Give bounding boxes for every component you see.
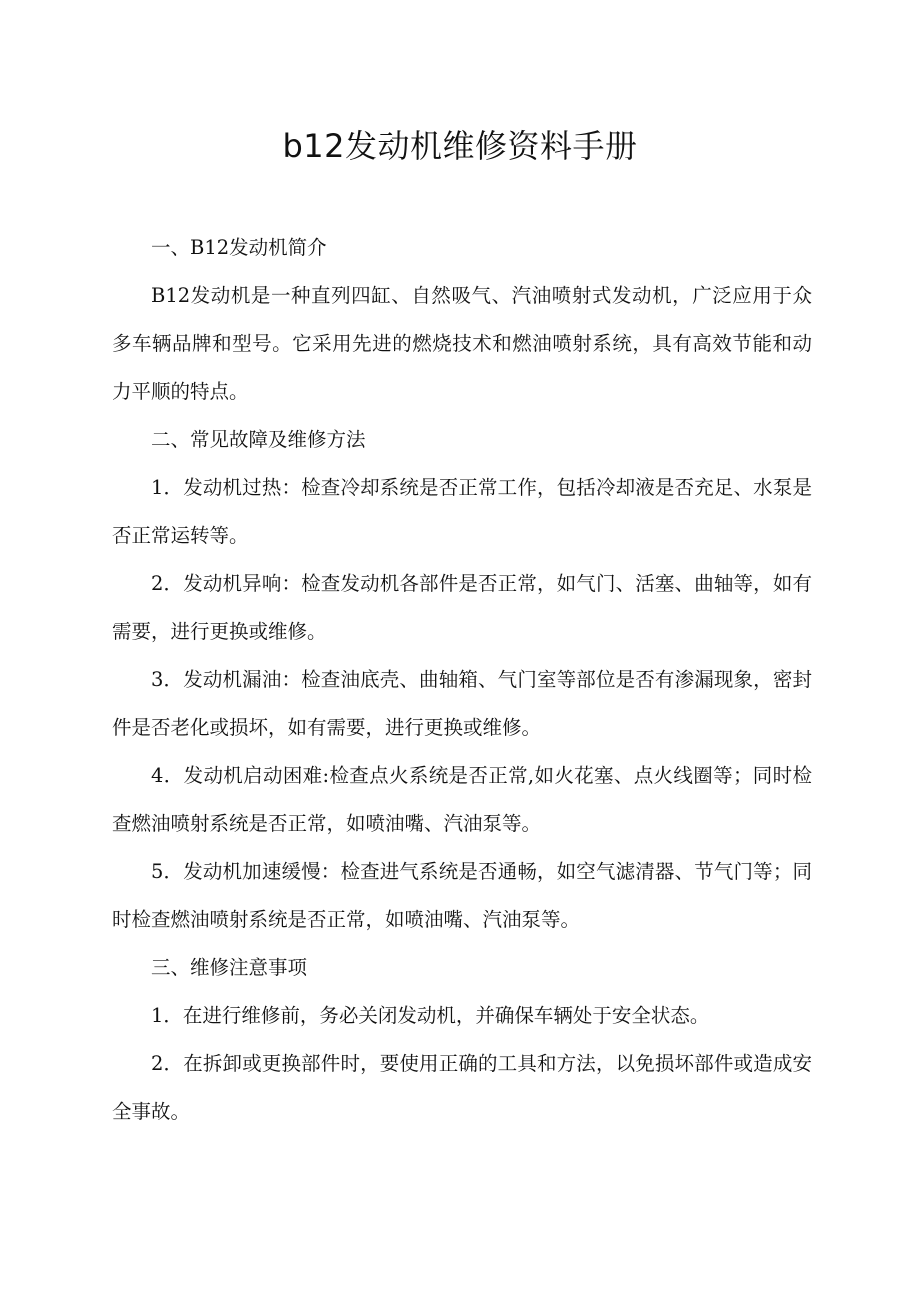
fault-item-overheat: 1．发动机过热：检查冷却系统是否正常工作，包括冷却液是否充足、水泵是否正常运转等。 (112, 476, 812, 547)
fault-item-hard-start: 4．发动机启动困难:检查点火系统是否正常,如火花塞、点火线圈等；同时检查燃油喷射系统是否正常，如喷油嘴、汽油泵等。 (112, 764, 812, 835)
section-heading-faults: 二、常见故障及维修方法 (151, 428, 366, 451)
precaution-item-1: 1．在进行维修前，务必关闭发动机，并确保车辆处于安全状态。 (151, 1004, 710, 1027)
intro-paragraph: B12发动机是一种直列四缸、自然吸气、汽油喷射式发动机，广泛应用于众多车辆品牌和型号。它采用先进的燃烧技术和燃油喷射系统，具有高效节能和动力平顺的特点。 (112, 284, 812, 403)
fault-item-slow-acceleration: 5．发动机加速缓慢：检查进气系统是否通畅，如空气滤清器、节气门等；同时检查燃油喷射系统是否正常，如喷油嘴、汽油泵等。 (112, 860, 812, 931)
section-heading-precautions: 三、维修注意事项 (151, 956, 308, 979)
fault-item-oil-leak: 3．发动机漏油：检查油底壳、曲轴箱、气门室等部位是否有渗漏现象，密封件是否老化或损坏，如有需要，进行更换或维修。 (112, 668, 812, 739)
fault-item-noise: 2．发动机异响：检查发动机各部件是否正常，如气门、活塞、曲轴等，如有需要，进行更换或维修。 (112, 572, 812, 643)
section-heading-intro: 一、B12发动机简介 (151, 236, 327, 259)
document-body (112, 224, 812, 1136)
document-title: b12发动机维修资料手册 (282, 127, 638, 165)
precaution-item-2: 2．在拆卸或更换部件时，要使用正确的工具和方法，以免损坏部件或造成安全事故。 (112, 1052, 812, 1123)
